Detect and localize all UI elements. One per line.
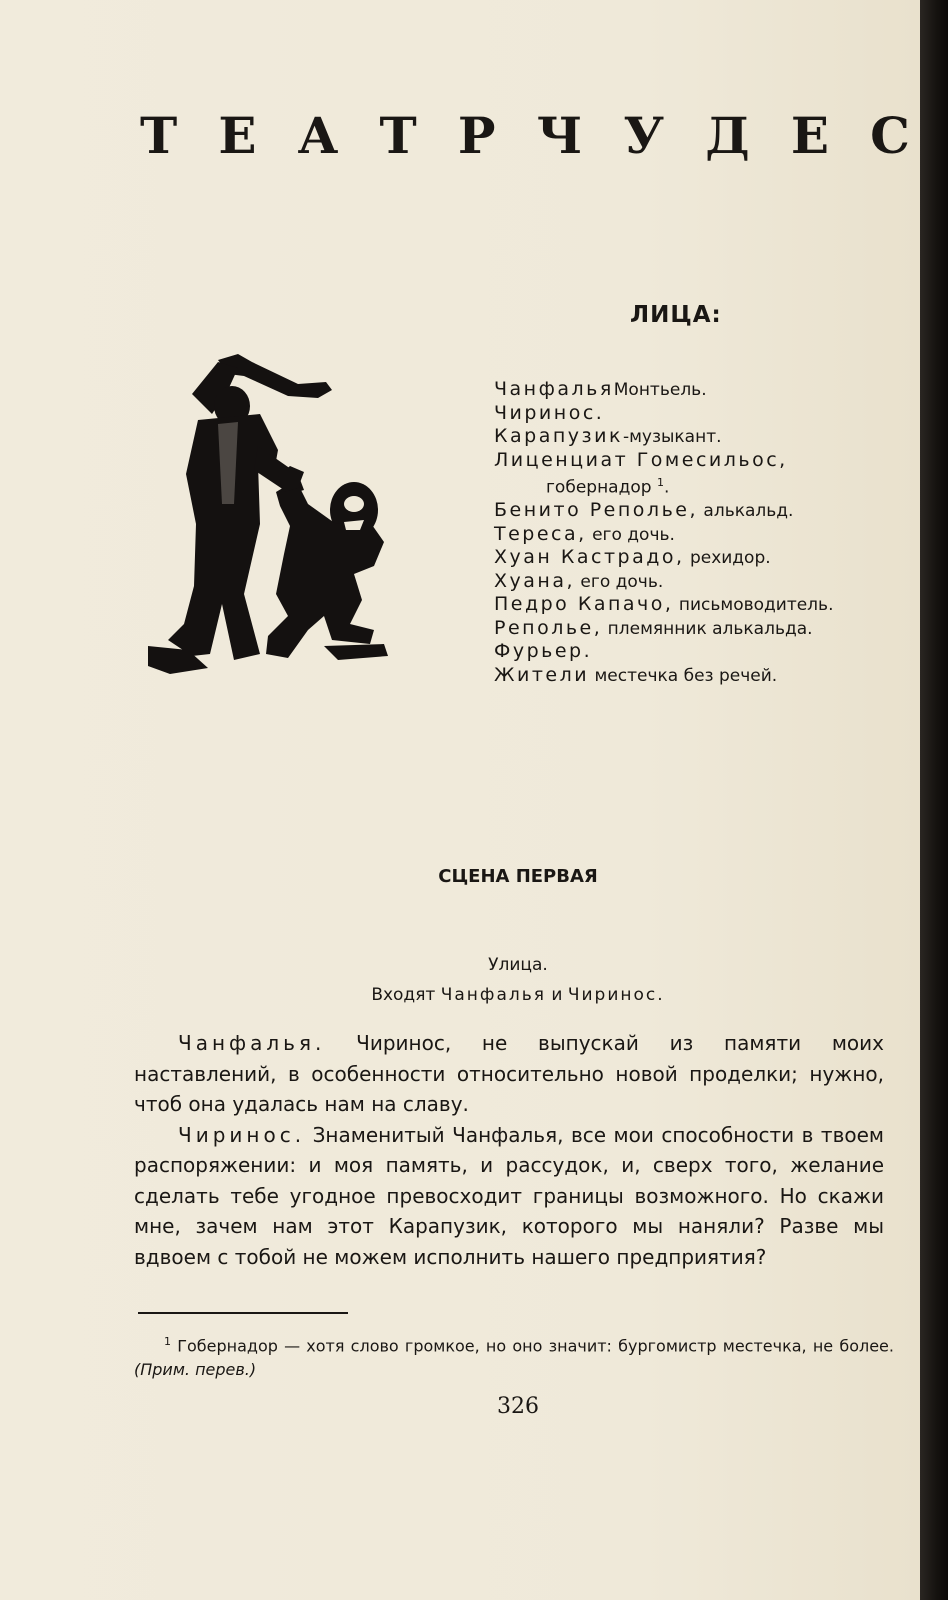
cast-item [494,640,894,664]
stage-direction-verb: Входят [371,985,436,1005]
stage-direction [58,985,948,1005]
cast-name: Жители [494,663,590,686]
cast-name: Хуан Кастрадо, [494,546,685,569]
dialogue [134,1028,884,1272]
speech-text: Знаменитый Чанфалья, все мои способности в твоем распоряжении: и моя память, и рассудок, и, сверх того, желание сделать тебе угодное превосходит границы возможного. Но скажи мне, зачем нам этот Карапузик, которого мы наняли? Разве мы вдвоем с тобой не можем исполнить нашего предприятия? [134,1122,884,1269]
page-number: 326 [497,1394,539,1419]
cast-name: Чанфалья [494,378,614,400]
title-letter: С [870,106,910,165]
stage-direction-conj: и [551,985,563,1005]
cast-item [494,523,894,547]
page-title [140,106,910,166]
title-letter: А [297,106,339,165]
title-letter: У [623,106,665,165]
footnote-note: (Прим. перев.) [134,1360,257,1380]
cast-name: Чиринос. [494,401,605,424]
speech-text: Чиринос, не выпускай из памяти моих наставлений, в особенности относительно новой проделки; нужно, чтоб она удалась нам на славу. [134,1031,884,1116]
cast-name: Педро Капачо, [494,593,674,616]
cast-item: гобернадор $^1$. [546,476,670,498]
cast-role: местечка без речей. [594,665,778,686]
woodcut-illustration [148,354,388,674]
cast-item [494,570,894,594]
footnote-divider [138,1312,348,1314]
title-letter: Д [705,106,750,165]
speaker-name: Чанфалья. [178,1031,326,1055]
cast-role: его дочь. [592,524,675,545]
cast-role: Монтьель. [613,380,707,400]
speaker-name: Чиринос. [178,1122,306,1147]
footnote [134,1330,894,1382]
footnote-text: Гобернадор — хотя слово громкое, но оно значит: бургомистр местечка, не более. [177,1336,894,1356]
cast-name: Фурьер. [494,640,593,663]
title-letter: Р [457,106,496,165]
scene-title: СЦЕНА ПЕРВАЯ [438,866,598,887]
cast-item [494,425,894,449]
dialogue-line [134,1120,884,1273]
title-letter: Т [140,106,178,165]
cast-name: Реполье, [494,616,603,639]
cast-role: рехидор. [689,548,771,569]
cast-item [494,593,894,617]
footnote-marker: 1 [656,476,664,489]
title-letter: Ч [536,106,583,165]
scene-place: Улица. [488,955,548,975]
cast-role: племянник алькальда. [607,618,813,639]
title-letter: Т [379,106,417,165]
cast-name: Тереса, [494,522,587,545]
cast-name: Лиценциат Гомесильос, [494,448,788,471]
cast-item [494,499,894,523]
cast-role: гобернадор [546,477,652,498]
cast-item [494,449,894,473]
cast-item [494,617,894,641]
cast-list [494,378,894,687]
title-letter: Е [790,106,829,165]
cast-item [494,546,894,570]
cast-name: Хуана, [494,569,576,592]
title-letter: Е [218,106,257,165]
cast-name: Карапузик [494,425,623,447]
cast-item [494,378,894,402]
page-edge-shadow [920,0,948,1600]
cast-role: его дочь. [580,571,664,592]
cast-heading: ЛИЦА: [630,302,722,328]
cast-item [494,402,894,426]
cast-role: алькальд. [703,501,794,522]
stage-direction-name: Чанфалья [440,985,546,1005]
stage-direction-name: Чиринос. [567,985,665,1005]
cast-role: письмоводитель. [678,595,834,616]
footnote-mark: 1 [164,1335,171,1348]
cast-name: Бенито Реполье, [494,499,698,522]
cast-item [494,664,894,688]
cast-role: -музыкант. [622,427,722,447]
dialogue-line [134,1028,884,1120]
